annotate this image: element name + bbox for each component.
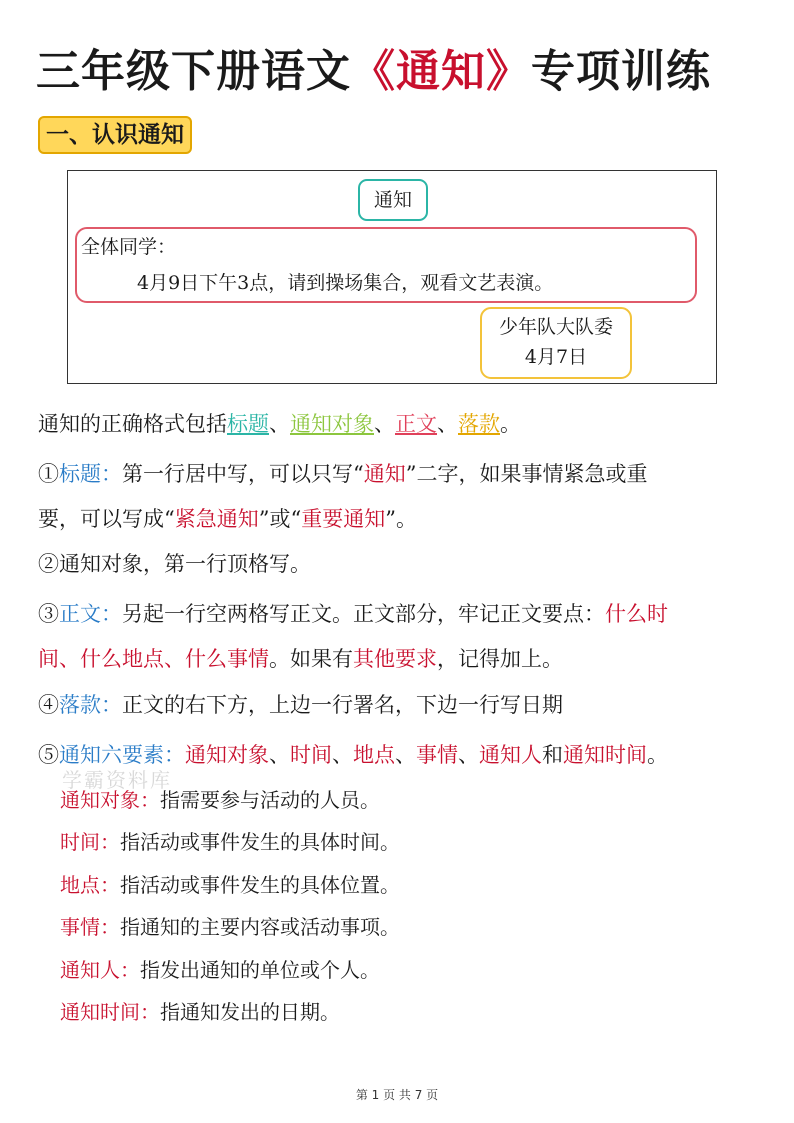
sep: 、 [458, 743, 479, 767]
point-1-highlight: 通知 [363, 462, 406, 486]
element-name: 时间 [290, 743, 332, 767]
example-signature-box [480, 307, 632, 379]
element-term: 通知对象： [60, 788, 160, 812]
title-part1: 三年级下册语文 [36, 46, 351, 97]
element-def-6 [60, 996, 340, 1028]
point-2 [38, 542, 758, 587]
element-desc: 指活动或事件发生的具体时间。 [120, 830, 400, 854]
element-term: 通知时间： [60, 1000, 160, 1024]
title-part2: 《通知》 [351, 46, 531, 97]
example-signer: 少年队大队委 [498, 316, 613, 338]
point-4-text: 正文的右下方，上边一行署名，下边一行写日期 [122, 693, 563, 717]
element-name: 通知人 [479, 743, 542, 767]
element-def-4 [60, 911, 400, 943]
example-date: 4月7日 [524, 346, 588, 368]
format-prefix: 通知的正确格式包括 [38, 412, 227, 436]
point-1-text: ”二字，如果事情紧急或重 [405, 462, 648, 486]
element-def-3 [60, 869, 400, 901]
element-desc: 指通知的主要内容或活动事项。 [120, 915, 400, 939]
point-3-highlight: 间、什么地点、什么事情 [38, 647, 269, 671]
point-4-num: ④ [38, 693, 59, 717]
point-3-highlight: 其他要求 [353, 647, 437, 671]
format-sep: 、 [269, 412, 290, 436]
element-desc: 指活动或事件发生的具体位置。 [120, 873, 400, 897]
point-2-text: ②通知对象，第一行顶格写。 [38, 552, 311, 576]
format-sep: 、 [437, 412, 458, 436]
format-item-signature: 落款 [458, 412, 500, 436]
point-3 [38, 592, 758, 682]
point-1-highlight: 紧急通知 [174, 507, 259, 531]
format-line [38, 402, 758, 447]
page-footer: 第 1 页 共 7 页 [355, 1088, 439, 1102]
element-term: 地点： [60, 873, 120, 897]
section-heading: 一、认识通知 [38, 116, 192, 154]
point-4 [38, 683, 758, 728]
point-4-label: 落款： [59, 693, 122, 717]
element-desc: 指发出通知的单位或个人。 [140, 958, 380, 982]
element-def-5 [60, 954, 380, 986]
point-3-num: ③ [38, 602, 59, 626]
watermark: 学霸资料库 [62, 768, 172, 792]
element-term: 通知人： [60, 958, 140, 982]
example-heading: 通知 [358, 179, 428, 221]
format-item-body: 正文 [395, 412, 437, 436]
element-desc: 指通知发出的日期。 [160, 1000, 340, 1024]
sep: 和 [542, 743, 563, 767]
element-def-2 [60, 826, 400, 858]
page-title [36, 40, 766, 104]
element-term: 时间： [60, 830, 120, 854]
sep: 、 [269, 743, 290, 767]
element-name: 通知对象 [185, 743, 269, 767]
element-term: 事情： [60, 915, 120, 939]
format-sep: 、 [374, 412, 395, 436]
sep: 、 [395, 743, 416, 767]
element-desc: 指需要参与活动的人员。 [160, 788, 380, 812]
point-3-highlight: 什么时 [605, 602, 668, 626]
element-name: 事情 [416, 743, 458, 767]
point-1 [38, 452, 758, 542]
point-1-num: ① [38, 462, 59, 486]
point-1-label: 标题： [59, 462, 122, 486]
format-item-recipient: 通知对象 [290, 412, 374, 436]
element-name: 通知时间 [563, 743, 647, 767]
example-recipient: 全体同学： [81, 236, 177, 258]
point-1-text: 要，可以写成“ [38, 507, 175, 531]
point-3-text: 另起一行空两格写正文。正文部分，牢记正文要点： [122, 602, 605, 626]
example-body-box [75, 227, 697, 303]
point-3-text: ，记得加上。 [437, 647, 563, 671]
point-1-highlight: 重要通知 [301, 507, 386, 531]
point-3-label: 正文： [59, 602, 122, 626]
point-5-label: 通知六要素： [59, 743, 185, 767]
point-3-text: 。如果有 [269, 647, 353, 671]
format-end: 。 [500, 412, 521, 436]
element-name: 地点 [353, 743, 395, 767]
notice-example-box [67, 170, 717, 384]
sep: 。 [647, 743, 668, 767]
element-def-1 [60, 784, 380, 816]
format-item-title: 标题 [227, 412, 269, 436]
point-1-text: ”或“ [258, 507, 302, 531]
point-1-text: ”。 [385, 507, 417, 531]
title-part3: 专项训练 [531, 46, 711, 97]
point-1-text: 第一行居中写，可以只写“ [122, 462, 364, 486]
sep: 、 [332, 743, 353, 767]
example-content: 4月9日下午3点，请到操场集合，观看文艺表演。 [137, 272, 554, 294]
point-5-num: ⑤ [38, 743, 59, 767]
